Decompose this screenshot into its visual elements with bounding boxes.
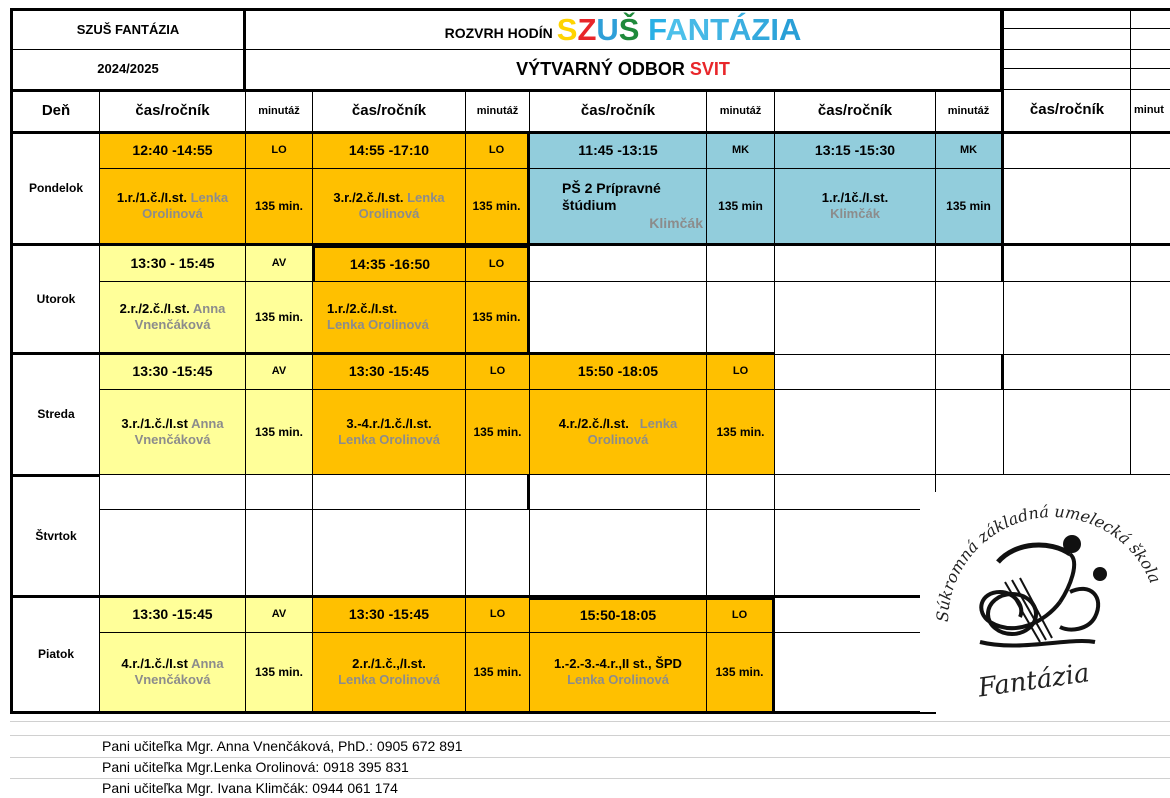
slot-description [312,632,466,714]
col-header-time-5: čas/ročník [1003,89,1131,134]
slot-grade: 2.r./1.č.,/I.st. [352,655,426,671]
empty-cell [774,354,936,390]
school-name: SZUŠ FANTÁZIA [10,8,246,50]
empty-cell [245,474,313,510]
empty-cell [774,632,936,714]
col-header-day: Deň [10,89,100,134]
slot-time: 14:55 -17:10 [312,133,466,169]
brand-letter: Á [729,11,752,47]
empty-cell [99,509,246,598]
slot-time: 13:30 - 15:45 [99,245,246,282]
logo-emblem [920,492,1170,712]
slot-time: 13:30 -15:45 [99,597,246,633]
slot-teacher: Lenka Orolinová [567,672,669,687]
school-year: 2024/2025 [10,49,246,90]
empty-cell [529,474,707,510]
title-prefix: ROZVRH HODÍN [444,25,553,42]
slot-time: 12:40 -14:55 [99,133,246,169]
slot-description [99,389,246,475]
empty-cell [774,245,936,282]
header-spare-cell-5 [1003,49,1131,69]
logo-name: Fantázia [976,658,1092,704]
day-tuesday: Utorok [10,245,100,355]
slot-description [529,389,707,475]
empty-cell [935,245,1004,282]
empty-cell [245,509,313,598]
slot-teacher-code: LO [465,133,530,169]
slot-teacher: Anna Vnenčáková [134,300,226,332]
empty-cell [774,474,936,510]
empty-cell [1130,389,1170,475]
slot-minutes: 135 min [706,168,775,246]
slot-grade: PŠ 2 Prípravné štúdium [562,179,661,214]
empty-cell [774,597,936,633]
brand-letter: Z [751,11,771,47]
empty-cell [935,281,1004,355]
empty-cell [774,509,936,598]
slot-minutes: 135 min. [465,389,530,475]
slot-grade: 1.r./1.č./I.st. [116,189,187,205]
col-header-time-4: čas/ročník [774,89,936,134]
contact-line: Pani učiteľka Mgr. Anna Vnenčáková, PhD.: 0905 672 891 [102,738,463,754]
col-header-min-3: minutáž [706,89,775,134]
slot-description [529,632,707,714]
empty-cell [774,281,936,355]
empty-cell [774,389,936,475]
brand-letter [639,12,648,47]
brand-letter: N [687,11,711,47]
empty-cell [706,245,775,282]
empty-cell [1003,133,1131,169]
empty-cell [1003,354,1131,390]
header-spare-cell-7 [1130,49,1170,69]
slot-teacher: Lenka Orolinová [338,432,440,447]
empty-cell [465,474,530,510]
slot-time: 11:45 -13:15 [529,133,707,169]
school-logo [920,492,1170,712]
slot-teacher-code: LO [465,597,530,633]
slot-minutes: 135 min. [465,168,530,246]
day-monday: Pondelok [10,133,100,246]
slot-time: 15:50-18:05 [529,597,707,633]
col-header-time-3: čas/ročník [529,89,707,134]
empty-cell [706,474,775,510]
col-header-min-1: minutáž [245,89,313,134]
slot-grade: 4.r./1.č./I.st [121,655,188,671]
slot-teacher-code: LO [245,133,313,169]
slot-description [774,168,936,246]
empty-cell [1130,281,1170,355]
department-name: VÝTVARNÝ ODBOR [516,59,685,80]
slot-grade: 1.r./1č./I.st. [821,189,889,205]
col-header-min-2: minutáž [465,89,530,134]
empty-cell [99,474,246,510]
header-spare-cell-4 [1130,28,1170,50]
slot-grade: 3.r./1.č./I.st [121,415,188,431]
contact-line: Pani učiteľka Mgr. Ivana Klimčák: 0944 061 174 [102,780,398,796]
empty-cell [312,474,466,510]
contact-line: Pani učiteľka Mgr.Lenka Orolinová: 0918 395 831 [102,759,409,775]
slot-teacher-code: MK [706,133,775,169]
col-header-min-5: minut [1130,89,1170,134]
slot-teacher: Klimčák [830,206,880,221]
empty-cell [1003,245,1131,282]
empty-cell [1130,133,1170,169]
brand-letter: S [556,11,578,47]
empty-cell [529,281,707,355]
header-spare-cell-2 [1003,28,1131,50]
slot-time: 13:30 -15:45 [99,354,246,390]
empty-cell [1003,168,1131,246]
slot-time: 13:30 -15:45 [312,354,466,390]
empty-cell [1003,281,1131,355]
gridline [10,778,1170,779]
slot-teacher-code: LO [706,597,775,633]
brand-letter: U [596,11,619,47]
slot-minutes: 135 min [935,168,1004,246]
slot-time: 13:15 -15:30 [774,133,936,169]
slot-grade: 3.-4.r./1.č./I.st. [346,415,432,431]
slot-grade: 4.r./2.č./I.st. [558,415,629,431]
brand-letter: Z [577,11,597,47]
empty-cell [529,509,707,598]
col-header-time-2: čas/ročník [312,89,466,134]
slot-teacher: Lenka Orolinová [587,415,678,447]
department-place: SVIT [689,59,730,80]
header-spare-cell-8 [1130,68,1170,90]
slot-teacher: Lenka Orolinová [338,672,440,687]
empty-cell [1130,354,1170,390]
slot-teacher: Klimčák [649,214,703,231]
slot-teacher-code: LO [465,245,530,282]
slot-description [312,389,466,475]
slot-teacher-code: MK [935,133,1004,169]
empty-cell [312,509,466,598]
slot-description [99,281,246,355]
brand-letter: A [778,11,802,47]
header-spare-cell-3 [1130,8,1170,29]
slot-time: 13:30 -15:45 [312,597,466,633]
header-spare-cell-1 [1003,8,1131,29]
empty-cell [529,245,707,282]
empty-cell [1130,245,1170,282]
slot-description [99,632,246,714]
header-spare-cell-6 [1003,68,1131,90]
slot-time: 15:50 -18:05 [529,354,707,390]
department-title [245,49,1003,90]
slot-teacher-code: LO [465,354,530,390]
slot-teacher-code: AV [245,597,313,633]
logo-arc-text: Súkromná základná umelecká škola [932,501,1165,623]
slot-teacher-code: AV [245,245,313,282]
slot-description [99,168,246,246]
slot-teacher: Lenka Orolinová [327,317,429,332]
brand-letter: F [648,11,666,47]
slot-teacher: Anna Vnenčáková [134,655,224,687]
slot-minutes: 135 min. [465,281,530,355]
slot-description [529,168,707,246]
empty-cell [1003,389,1131,475]
slot-minutes: 135 min. [465,632,530,714]
brand-letter: I [770,11,779,47]
slot-teacher: Lenka Orolinová [358,189,445,221]
svg-text:Súkromná základná umelecká ško [933,502,1165,622]
empty-cell [706,281,775,355]
slot-description [312,168,466,246]
col-header-min-4: minutáž [935,89,1004,134]
slot-minutes: 135 min. [706,389,775,475]
empty-cell [465,509,530,598]
day-wednesday: Streda [10,354,100,475]
empty-cell [706,509,775,598]
slot-grade: 1.-2.-3.-4.r.,II st., ŠPD [554,655,682,671]
empty-cell [935,389,1004,475]
slot-grade: 1.r./2.č./I.st. [327,300,398,316]
brand-letter: Š [618,11,640,47]
slot-description [312,281,466,355]
brand-letter: T [710,11,730,47]
empty-cell [935,354,1004,390]
gridline [10,721,1170,722]
slot-minutes: 135 min. [245,168,313,246]
slot-minutes: 135 min. [245,389,313,475]
timetable-title [245,8,1003,50]
slot-minutes: 135 min. [245,281,313,355]
day-thursday: Štvrtok [10,474,100,598]
slot-teacher-code: AV [245,354,313,390]
title-school-brand [557,11,802,50]
slot-minutes: 135 min. [706,632,775,714]
empty-cell [1130,168,1170,246]
col-header-time-1: čas/ročník [99,89,246,134]
brand-letter: A [665,11,688,47]
slot-grade: 3.r./2.č./I.st. [333,189,404,205]
slot-time: 14:35 -16:50 [312,245,466,282]
slot-grade: 2.r./2.č./I.st. [119,300,190,316]
day-friday: Piatok [10,597,100,714]
slot-teacher: Anna Vnenčáková [134,415,224,447]
slot-minutes: 135 min. [245,632,313,714]
slot-teacher: Lenka Orolinová [142,189,229,221]
gridline [10,757,1170,758]
gridline [10,735,1170,736]
slot-teacher-code: LO [706,354,775,390]
